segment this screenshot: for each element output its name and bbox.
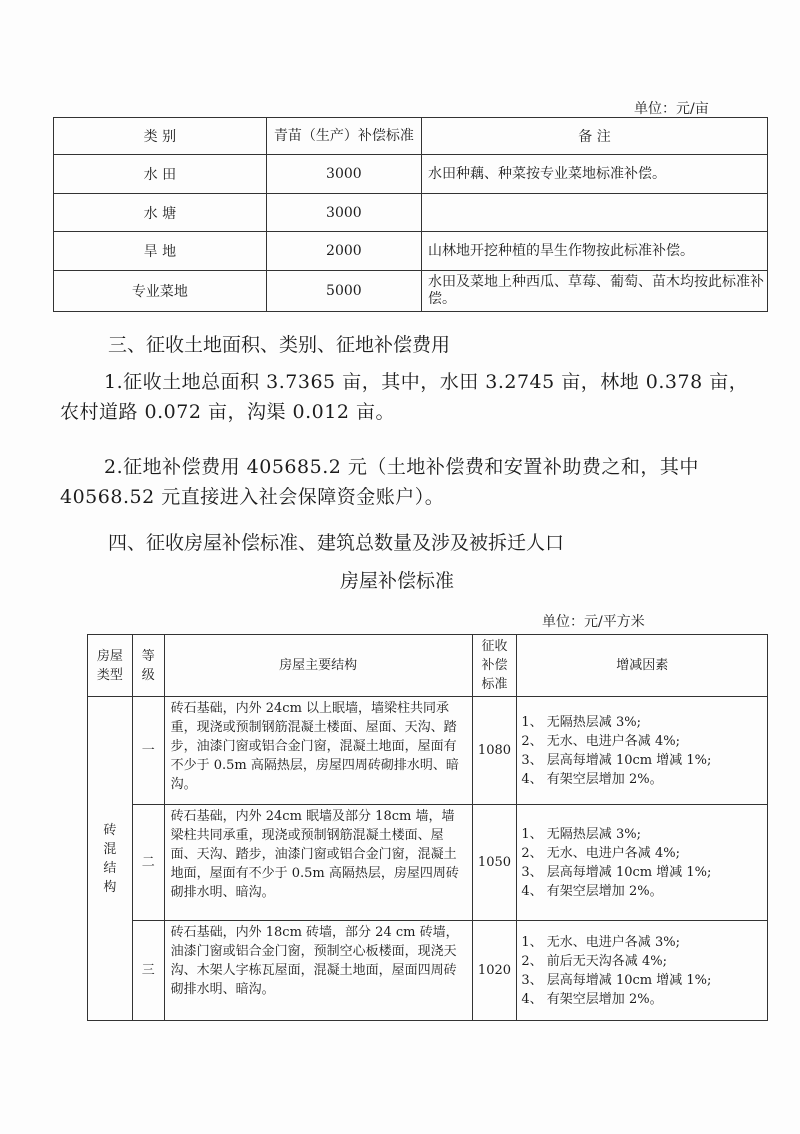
section3-paragraph-1: 1.征收土地总面积 3.7365 亩，其中，水田 3.2745 亩，林地 0.378 亩，农村道路 0.072 亩，沟渠 0.012 亩。 — [60, 371, 749, 423]
header-note: 备 注 — [421, 118, 767, 155]
note-cell: 水田及菜地上种西瓜、草莓、葡萄、苗木均按此标准补偿。 — [421, 271, 767, 312]
table1-unit: 单位：元/亩 — [634, 101, 709, 117]
standard-cell: 3000 — [266, 194, 421, 232]
factor-item: 1、 无水、电进户各减 3%; — [521, 934, 680, 950]
standard-cell: 3000 — [266, 155, 421, 194]
header-structure: 房屋主要结构 — [164, 635, 472, 697]
factors-cell — [517, 805, 768, 921]
header-factors: 增减因素 — [517, 635, 768, 697]
header-standard: 青苗（生产）补偿标准 — [266, 118, 421, 155]
table-header-row — [54, 118, 768, 155]
factor-item: 4、 有架空层增加 2%。 — [521, 883, 663, 899]
table-row — [54, 271, 768, 312]
factor-item: 2、 无水、电进户各减 4%; — [521, 733, 680, 749]
note-cell: 水田种藕、种菜按专业菜地标准补偿。 — [421, 155, 767, 194]
house-compensation-table — [87, 634, 768, 1021]
standard-cell: 1050 — [472, 805, 517, 921]
header-category: 类 别 — [54, 118, 267, 155]
table-row — [88, 697, 768, 805]
factor-item: 4、 有架空层增加 2%。 — [521, 771, 663, 787]
factor-item: 1、 无隔热层减 3%; — [521, 714, 641, 730]
factor-item: 3、 层高每增减 10cm 增减 1%; — [521, 864, 712, 880]
category-cell: 专业菜地 — [54, 271, 267, 312]
section4-heading: 四、征收房屋补偿标准、建筑总数量及涉及被拆迁人口 — [108, 532, 565, 554]
structure-cell: 砖石基础，内外 18cm 砖墙，部分 24 cm 砖墙，油漆门窗或铝合金门窗，预制空心板楼面，现浇天沟、木架人字栋瓦屋面，混凝土地面，屋面四周砖砌排水明、暗沟。 — [164, 921, 472, 1021]
category-cell: 水 塘 — [54, 194, 267, 232]
table2-title: 房屋补偿标准 — [340, 570, 455, 592]
table-row — [88, 805, 768, 921]
section3-paragraph-2: 2.征地补偿费用 405685.2 元（土地补偿费和安置补助费之和，其中 40568.52 元直接进入社会保障资金账户）。 — [60, 456, 699, 508]
factors-cell — [517, 921, 768, 1021]
note-cell — [421, 194, 767, 232]
factor-item: 3、 层高每增减 10cm 增减 1%; — [521, 752, 712, 768]
table-header-row — [88, 635, 768, 697]
table2-unit: 单位：元/平方米 — [542, 614, 645, 630]
seedling-compensation-table — [53, 117, 768, 312]
table-row — [54, 232, 768, 271]
table-row — [88, 921, 768, 1021]
standard-cell: 1020 — [472, 921, 517, 1021]
structure-cell: 砖石基础，内外 24cm 以上眠墙，墙梁柱共同承重，现浇或预制钢筋混凝土楼面、屋面、天沟、踏步，油漆门窗或铝合金门窗，混凝土地面，屋面有不少于 0.5m 高隔热层，房屋四周砖砌排水明、暗沟。 — [164, 697, 472, 805]
category-cell: 水 田 — [54, 155, 267, 194]
header-type: 房屋类型 — [88, 635, 133, 697]
standard-cell: 1080 — [472, 697, 517, 805]
factors-cell — [517, 697, 768, 805]
factor-item: 4、 有架空层增加 2%。 — [521, 991, 663, 1007]
category-cell: 旱 地 — [54, 232, 267, 271]
table-row — [54, 155, 768, 194]
standard-cell: 2000 — [266, 232, 421, 271]
factor-item: 2、 无水、电进户各减 4%; — [521, 845, 680, 861]
grade-cell: 一 — [132, 697, 164, 805]
standard-cell: 5000 — [266, 271, 421, 312]
type-cell: 砖混结构 — [88, 697, 133, 1021]
header-grade: 等级 — [132, 635, 164, 697]
factor-item: 3、 层高每增减 10cm 增减 1%; — [521, 972, 712, 988]
factor-item: 1、 无隔热层减 3%; — [521, 826, 641, 842]
section3-heading: 三、征收土地面积、类别、征地补偿费用 — [108, 334, 451, 356]
header-standard: 征收补偿标准 — [472, 635, 517, 697]
factor-item: 2、 前后无天沟各减 4%; — [521, 953, 667, 969]
structure-cell: 砖石基础，内外 24cm 眠墙及部分 18cm 墙，墙梁柱共同承重，现浇或预制钢筋混凝土楼面、屋面、天沟、踏步，油漆门窗或铝合金门窗，混凝土地面，屋面有不少于 0.5m 高隔热层，房屋四周砖砌排水明、暗沟。 — [164, 805, 472, 921]
grade-cell: 二 — [132, 805, 164, 921]
note-cell: 山林地开挖种植的旱生作物按此标准补偿。 — [421, 232, 767, 271]
grade-cell: 三 — [132, 921, 164, 1021]
table-row — [54, 194, 768, 232]
